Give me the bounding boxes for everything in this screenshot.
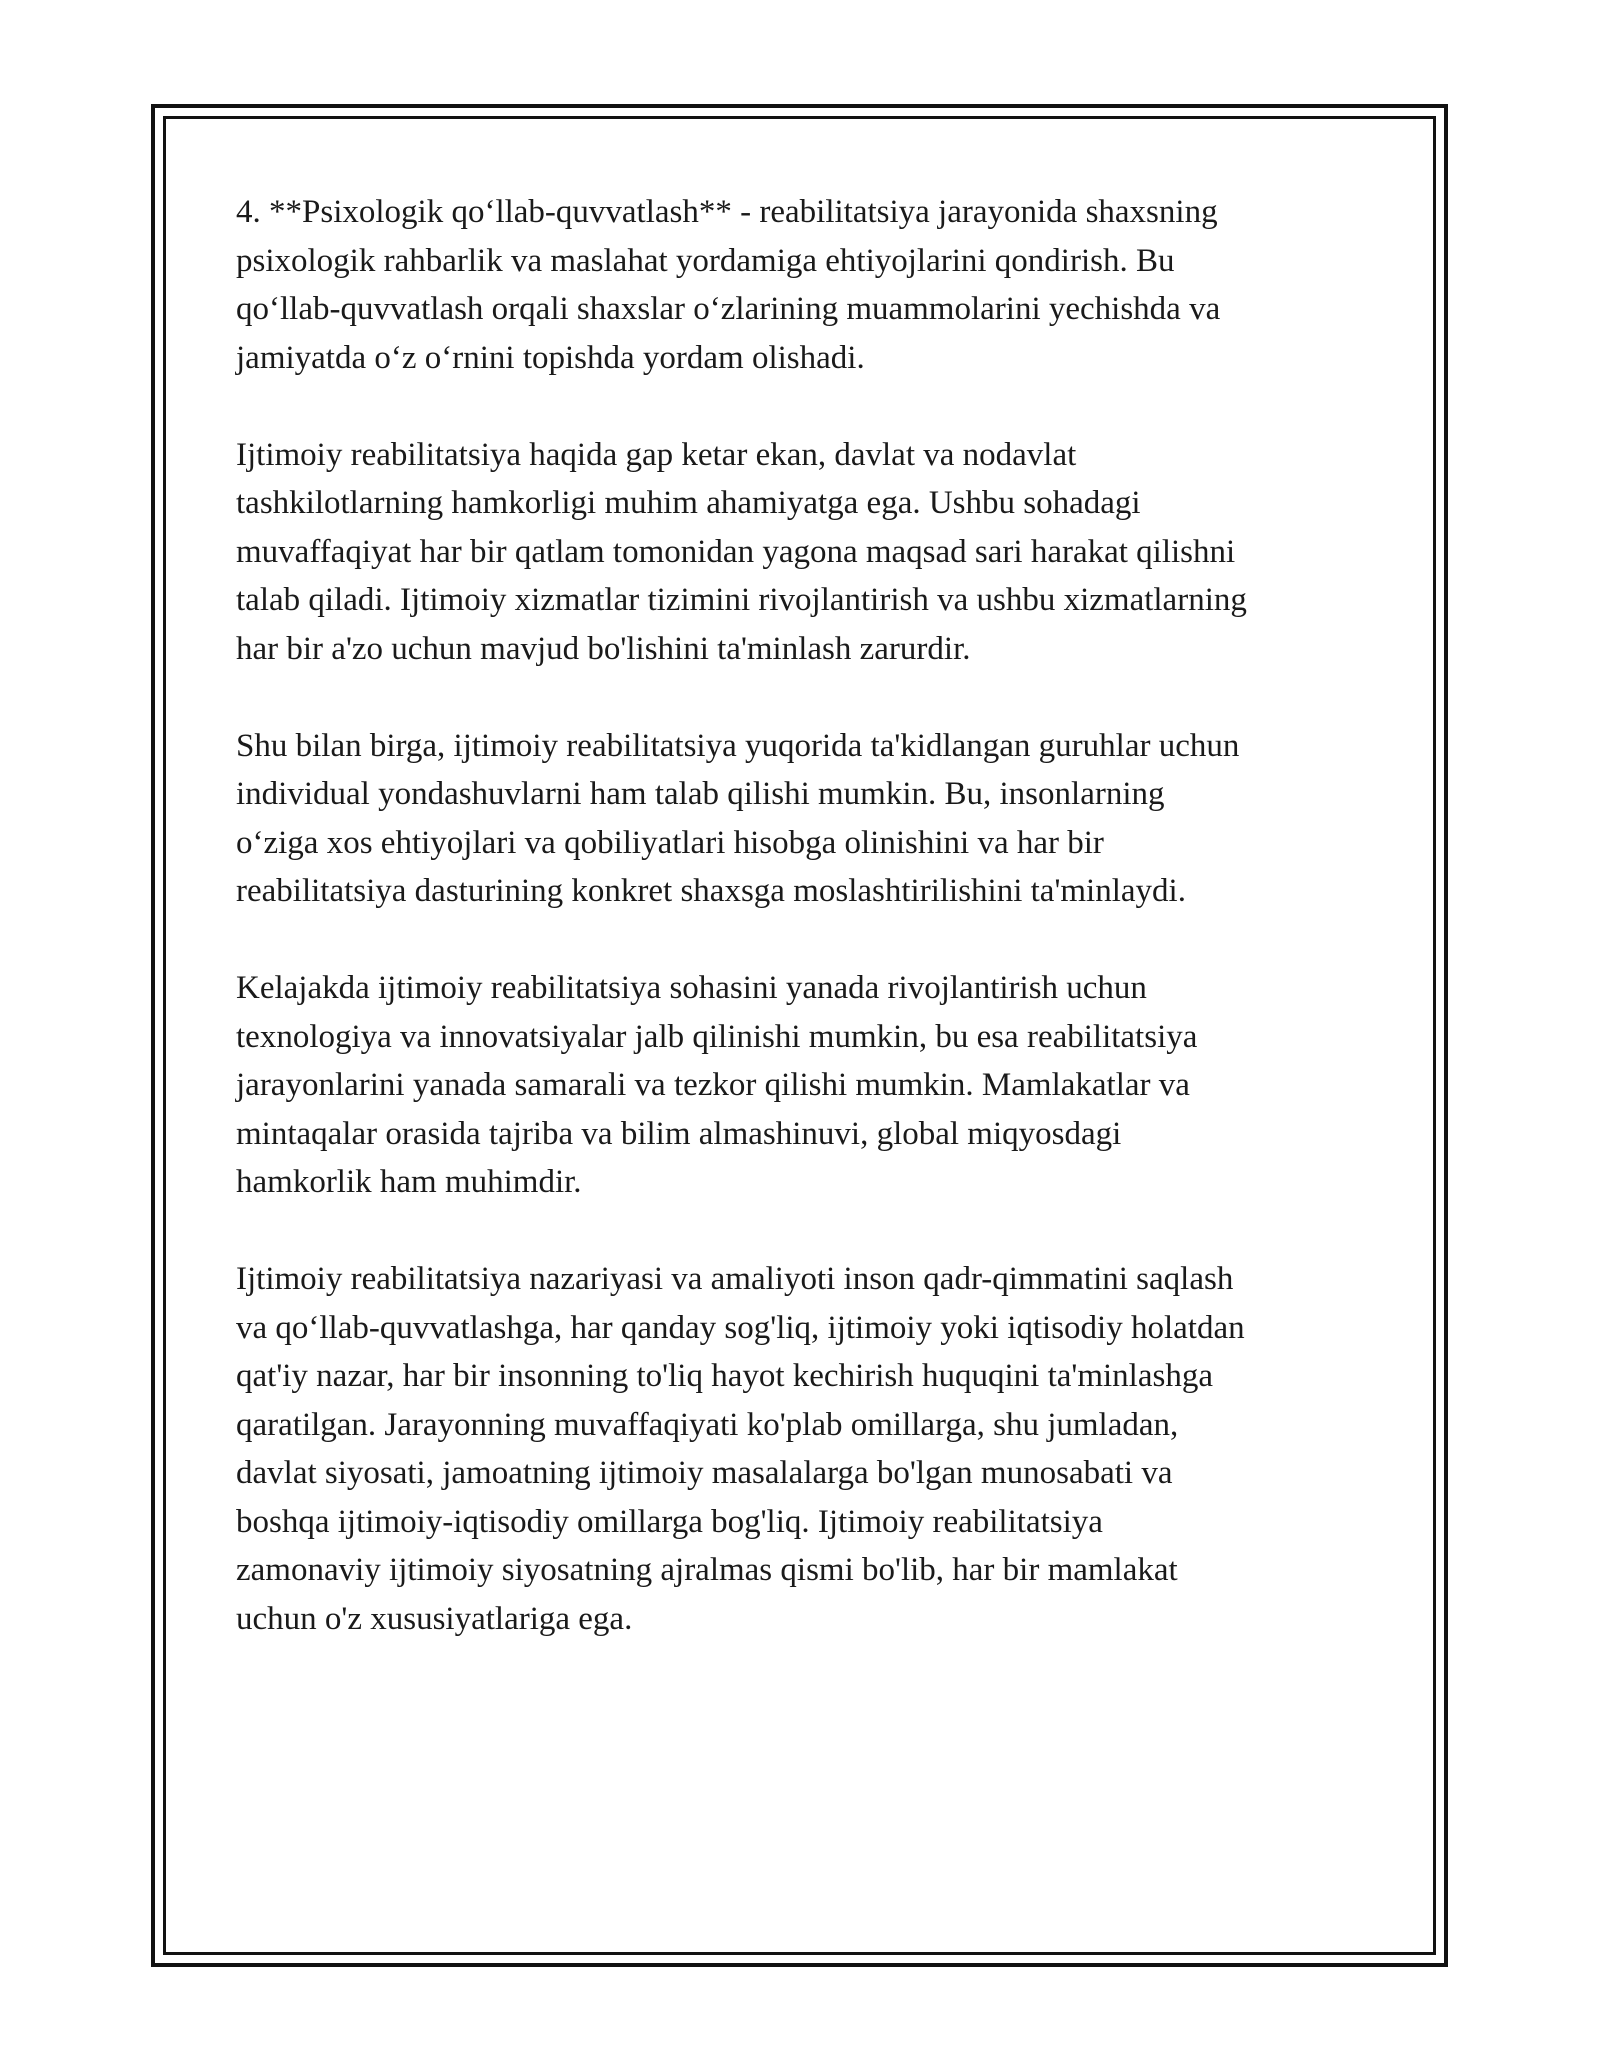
text-line: jamiyatda o‘z o‘rnini topishda yordam olishadi. — [236, 339, 865, 376]
text-line: 4. **Psixologik qo‘llab-quvvatlash** - reabilitatsiya jarayonida shaxsning — [236, 194, 1218, 230]
text-line: mintaqalar orasida tajriba va bilim almashinuvi, global miqyosdagi — [236, 1115, 1122, 1152]
paragraph-psychological-support — [236, 188, 1376, 382]
text-line: boshqa ijtimoiy-iqtisodiy omillarga bog'liq. Ijtimoiy reabilitatsiya — [236, 1503, 1103, 1540]
text-line: uchun o'z xususiyatlariga ega. — [236, 1600, 633, 1637]
paragraph-theory-and-practice — [236, 1255, 1376, 1643]
text-line: Shu bilan birga, ijtimoiy reabilitatsiya yuqorida ta'kidlangan guruhlar uchun — [236, 727, 1240, 764]
text-line: tashkilotlarning hamkorligi muhim ahamiyatga ega. Ushbu sohadagi — [236, 485, 1141, 521]
paragraph-individual-approach — [236, 722, 1376, 916]
text-line: va qo‘llab-quvvatlashga, har qanday sog'liq, ijtimoiy yoki iqtisodiy holatdan — [236, 1309, 1245, 1346]
text-line: qo‘llab-quvvatlash orqali shaxslar o‘zlarining muammolarini yechishda va — [236, 291, 1221, 327]
text-line: jarayonlarini yanada samarali va tezkor qilishi mumkin. Mamlakatlar va — [236, 1067, 1190, 1103]
text-line: hamkorlik ham muhimdir. — [236, 1164, 582, 1200]
text-line: davlat siyosati, jamoatning ijtimoiy masalalarga bo'lgan munosabati va — [236, 1455, 1173, 1491]
text-line: Ijtimoiy reabilitatsiya nazariyasi va amaliyoti inson qadr-qimmatini saqlash — [236, 1261, 1234, 1297]
text-line: psixologik rahbarlik va maslahat yordamiga ehtiyojlarini qondirish. Bu — [236, 242, 1175, 279]
text-line: muvaffaqiyat har bir qatlam tomonidan yagona maqsad sari harakat qilishni — [236, 533, 1236, 570]
text-line: har bir a'zo uchun mavjud bo'lishini ta'minlash zarurdir. — [236, 630, 971, 667]
text-line: qaratilgan. Jarayonning muvaffaqiyati ko'plab omillarga, shu jumladan, — [236, 1406, 1179, 1443]
text-line: Kelajakda ijtimoiy reabilitatsiya sohasini yanada rivojlantirish uchun — [236, 970, 1147, 1006]
paragraph-cooperation — [236, 431, 1376, 674]
text-line: Ijtimoiy reabilitatsiya haqida gap ketar ekan, davlat va nodavlat — [236, 436, 1077, 473]
text-line: zamonaviy ijtimoiy siyosatning ajralmas qismi bo'lib, har bir mamlakat — [236, 1552, 1178, 1588]
text-line: o‘ziga xos ehtiyojlari va qobiliyatlari hisobga olinishini va har bir — [236, 824, 1104, 861]
text-line: talab qiladi. Ijtimoiy xizmatlar tizimini rivojlantirish va ushbu xizmatlarning — [236, 582, 1247, 618]
text-line: reabilitatsiya dasturining konkret shaxsga moslashtirilishini ta'minlaydi. — [236, 873, 1186, 909]
text-line: qat'iy nazar, har bir insonning to'liq hayot kechirish huquqini ta'minlashga — [236, 1358, 1213, 1394]
text-line: texnologiya va innovatsiyalar jalb qilinishi mumkin, bu esa reabilitatsiya — [236, 1018, 1198, 1055]
text-line: individual yondashuvlarni ham talab qilishi mumkin. Bu, insonlarning — [236, 776, 1165, 812]
paragraph-future-technology — [236, 964, 1376, 1207]
document-body — [236, 188, 1376, 1692]
